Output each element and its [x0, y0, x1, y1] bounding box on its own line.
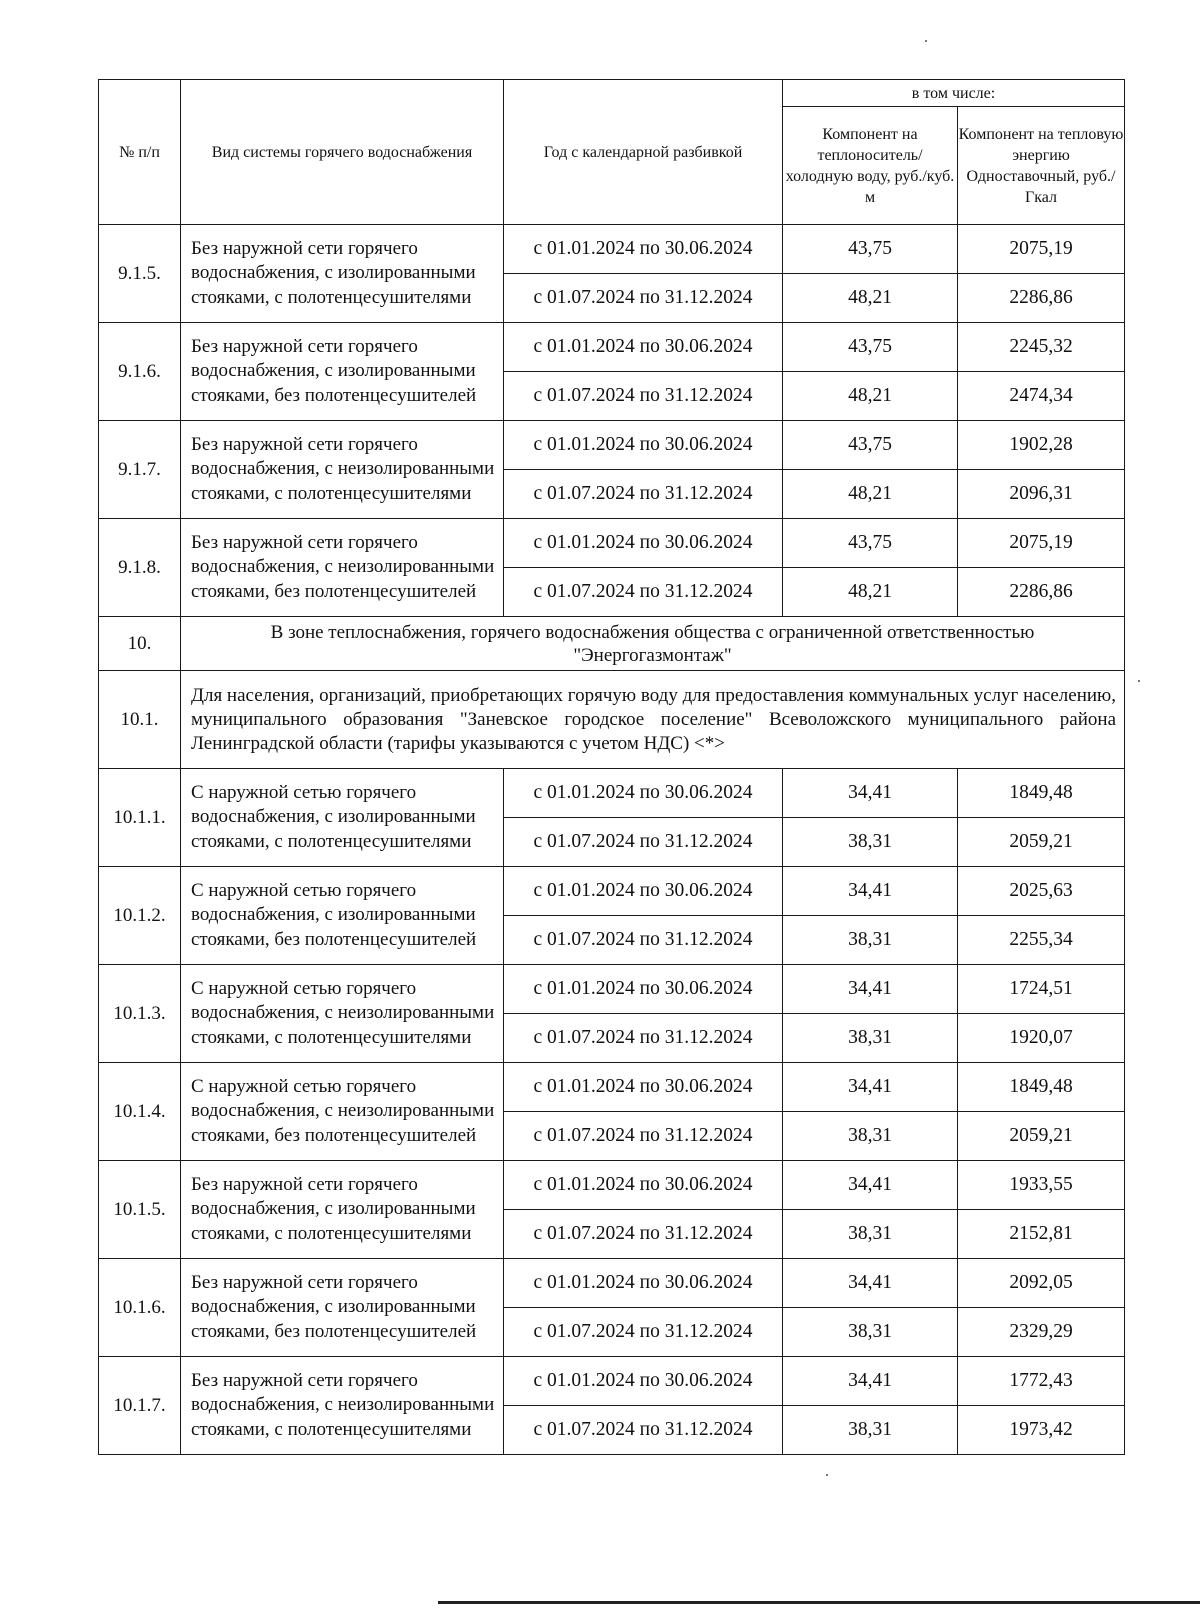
period-cell: с 01.07.2024 по 31.12.2024	[504, 372, 783, 421]
period-cell: с 01.07.2024 по 31.12.2024	[504, 274, 783, 323]
system-kind-cell: С наружной сетью горячего водоснабжения, с изолированными стояками, без полотенцесушителей	[181, 867, 504, 965]
subsection-number: 10.1.	[99, 671, 181, 769]
period-cell: с 01.01.2024 по 30.06.2024	[504, 323, 783, 372]
section-row	[99, 617, 1125, 671]
table-row	[99, 965, 1125, 1014]
heat-component-cell: 2255,34	[958, 916, 1125, 965]
heat-component-cell: 1902,28	[958, 421, 1125, 470]
table-row	[99, 1357, 1125, 1406]
subsection-text: Для населения, организаций, приобретающих горячую воду для предоставления коммунальных услуг населению, муниципального образования "Заневское городское поселение" Всеволожского муниципального района Ленинградской области (тарифы указываются с учетом НДС) <*>	[181, 671, 1125, 769]
period-cell: с 01.01.2024 по 30.06.2024	[504, 769, 783, 818]
system-kind-cell: Без наружной сети горячего водоснабжения, с изолированными стояками, с полотенцесушителями	[181, 1161, 504, 1259]
system-kind-cell: Без наружной сети горячего водоснабжения, с неизолированными стояками, с полотенцесушителями	[181, 421, 504, 519]
section-title: В зоне теплоснабжения, горячего водоснабжения общества с ограниченной ответственностью "Энергогазмонтаж"	[181, 617, 1125, 671]
system-kind-cell: Без наружной сети горячего водоснабжения, с изолированными стояками, с полотенцесушителями	[181, 225, 504, 323]
table-body-bottom	[99, 769, 1125, 1455]
header-system-kind: Вид системы горячего водоснабжения	[181, 80, 504, 225]
item-number: 10.1.1.	[99, 769, 181, 867]
item-number: 10.1.7.	[99, 1357, 181, 1455]
table-row	[99, 769, 1125, 818]
item-number: 10.1.6.	[99, 1259, 181, 1357]
table-row	[99, 323, 1125, 372]
water-component-cell: 38,31	[783, 1406, 958, 1455]
water-component-cell: 34,41	[783, 1063, 958, 1112]
period-cell: с 01.07.2024 по 31.12.2024	[504, 1112, 783, 1161]
heat-component-cell: 1849,48	[958, 769, 1125, 818]
period-cell: с 01.07.2024 по 31.12.2024	[504, 818, 783, 867]
water-component-cell: 34,41	[783, 1161, 958, 1210]
item-number: 10.1.2.	[99, 867, 181, 965]
subsection-row	[99, 671, 1125, 769]
tariff-table	[98, 79, 1125, 1455]
table-row	[99, 1259, 1125, 1308]
scan-speck	[1138, 680, 1140, 682]
table-body-top	[99, 225, 1125, 617]
water-component-cell: 43,75	[783, 519, 958, 568]
header-number: № п/п	[99, 80, 181, 225]
heat-component-cell: 2092,05	[958, 1259, 1125, 1308]
water-component-cell: 43,75	[783, 225, 958, 274]
heat-component-cell: 2059,21	[958, 818, 1125, 867]
heat-component-cell: 2286,86	[958, 274, 1125, 323]
table-row	[99, 519, 1125, 568]
period-cell: с 01.01.2024 по 30.06.2024	[504, 1063, 783, 1112]
section-number: 10.	[99, 617, 181, 671]
item-number: 9.1.6.	[99, 323, 181, 421]
heat-component-cell: 2059,21	[958, 1112, 1125, 1161]
heat-component-cell: 2245,32	[958, 323, 1125, 372]
heat-component-cell: 2286,86	[958, 568, 1125, 617]
period-cell: с 01.01.2024 по 30.06.2024	[504, 1161, 783, 1210]
water-component-cell: 48,21	[783, 274, 958, 323]
system-kind-cell: С наружной сетью горячего водоснабжения, с неизолированными стояками, с полотенцесушителями	[181, 965, 504, 1063]
heat-component-cell: 1933,55	[958, 1161, 1125, 1210]
water-component-cell: 43,75	[783, 421, 958, 470]
period-cell: с 01.07.2024 по 31.12.2024	[504, 470, 783, 519]
heat-component-cell: 2474,34	[958, 372, 1125, 421]
heat-component-cell: 2025,63	[958, 867, 1125, 916]
heat-component-cell: 2152,81	[958, 1210, 1125, 1259]
system-kind-cell: С наружной сетью горячего водоснабжения, с неизолированными стояками, без полотенцесушителей	[181, 1063, 504, 1161]
water-component-cell: 38,31	[783, 818, 958, 867]
water-component-cell: 38,31	[783, 1210, 958, 1259]
header-including: в том числе:	[783, 80, 1125, 107]
period-cell: с 01.01.2024 по 30.06.2024	[504, 1357, 783, 1406]
header-water-component: Компонент на теплоноситель/ холодную воду, руб./куб. м	[783, 107, 958, 225]
header-year: Год с календарной разбивкой	[504, 80, 783, 225]
period-cell: с 01.07.2024 по 31.12.2024	[504, 1406, 783, 1455]
period-cell: с 01.01.2024 по 30.06.2024	[504, 421, 783, 470]
heat-component-cell: 1920,07	[958, 1014, 1125, 1063]
table-row	[99, 1161, 1125, 1210]
period-cell: с 01.01.2024 по 30.06.2024	[504, 1259, 783, 1308]
heat-component-cell: 1849,48	[958, 1063, 1125, 1112]
water-component-cell: 38,31	[783, 1308, 958, 1357]
period-cell: с 01.01.2024 по 30.06.2024	[504, 965, 783, 1014]
water-component-cell: 48,21	[783, 568, 958, 617]
item-number: 10.1.5.	[99, 1161, 181, 1259]
item-number: 9.1.5.	[99, 225, 181, 323]
item-number: 10.1.3.	[99, 965, 181, 1063]
period-cell: с 01.07.2024 по 31.12.2024	[504, 1014, 783, 1063]
water-component-cell: 34,41	[783, 965, 958, 1014]
item-number: 9.1.8.	[99, 519, 181, 617]
system-kind-cell: Без наружной сети горячего водоснабжения, с неизолированными стояками, с полотенцесушителями	[181, 1357, 504, 1455]
table-row	[99, 867, 1125, 916]
water-component-cell: 34,41	[783, 1357, 958, 1406]
period-cell: с 01.07.2024 по 31.12.2024	[504, 568, 783, 617]
heat-component-cell: 2075,19	[958, 225, 1125, 274]
period-cell: с 01.01.2024 по 30.06.2024	[504, 225, 783, 274]
system-kind-cell: Без наружной сети горячего водоснабжения, с неизолированными стояками, без полотенцесушителей	[181, 519, 504, 617]
scan-edge-rule	[438, 1601, 1200, 1604]
water-component-cell: 43,75	[783, 323, 958, 372]
water-component-cell: 38,31	[783, 1014, 958, 1063]
period-cell: с 01.07.2024 по 31.12.2024	[504, 916, 783, 965]
water-component-cell: 48,21	[783, 372, 958, 421]
heat-component-cell: 2075,19	[958, 519, 1125, 568]
heat-component-cell: 1973,42	[958, 1406, 1125, 1455]
water-component-cell: 48,21	[783, 470, 958, 519]
heat-component-cell: 1772,43	[958, 1357, 1125, 1406]
period-cell: с 01.07.2024 по 31.12.2024	[504, 1308, 783, 1357]
water-component-cell: 38,31	[783, 916, 958, 965]
system-kind-cell: Без наружной сети горячего водоснабжения, с изолированными стояками, без полотенцесушителей	[181, 323, 504, 421]
header-heat-component: Компонент на тепловую энергию Одноставочный, руб./Гкал	[958, 107, 1125, 225]
scan-speck	[826, 1474, 828, 1476]
period-cell: с 01.07.2024 по 31.12.2024	[504, 1210, 783, 1259]
period-cell: с 01.01.2024 по 30.06.2024	[504, 867, 783, 916]
table-row	[99, 225, 1125, 274]
item-number: 10.1.4.	[99, 1063, 181, 1161]
water-component-cell: 34,41	[783, 1259, 958, 1308]
water-component-cell: 34,41	[783, 867, 958, 916]
water-component-cell: 34,41	[783, 769, 958, 818]
water-component-cell: 38,31	[783, 1112, 958, 1161]
item-number: 9.1.7.	[99, 421, 181, 519]
scan-speck	[925, 40, 927, 42]
heat-component-cell: 2329,29	[958, 1308, 1125, 1357]
system-kind-cell: Без наружной сети горячего водоснабжения, с изолированными стояками, без полотенцесушителей	[181, 1259, 504, 1357]
heat-component-cell: 1724,51	[958, 965, 1125, 1014]
table-body-section	[99, 617, 1125, 769]
period-cell: с 01.01.2024 по 30.06.2024	[504, 519, 783, 568]
heat-component-cell: 2096,31	[958, 470, 1125, 519]
table-header	[99, 80, 1125, 225]
table-row	[99, 1063, 1125, 1112]
system-kind-cell: С наружной сетью горячего водоснабжения, с изолированными стояками, с полотенцесушителями	[181, 769, 504, 867]
table-row	[99, 421, 1125, 470]
